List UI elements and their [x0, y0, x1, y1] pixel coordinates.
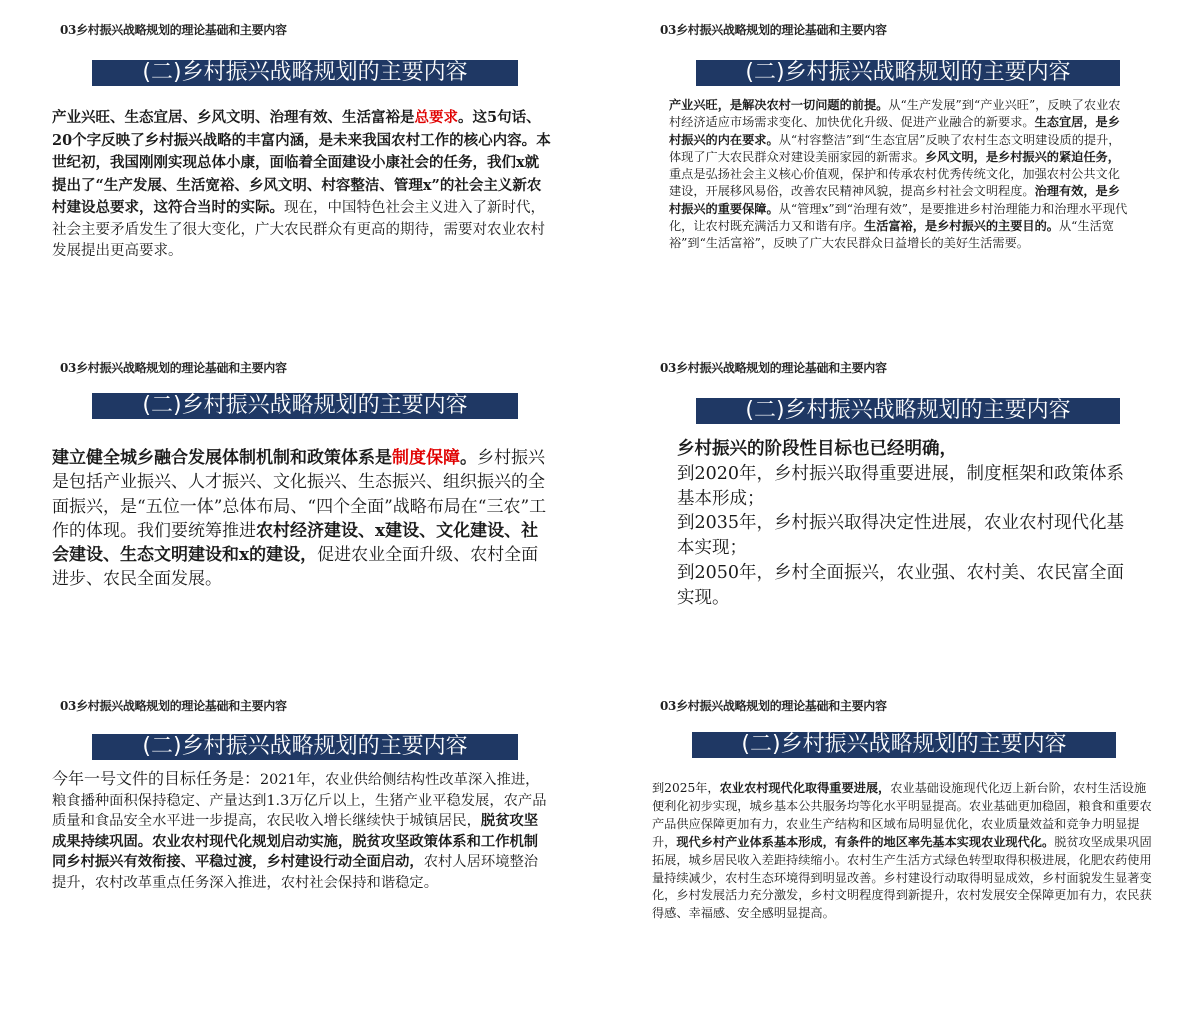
slide-1-body: [52, 107, 552, 263]
text-segment: 从“管理x”到“治理有效”，是要推进乡村治理能力和治理水平现代化，让农村既充满活力又和谐有序。: [669, 201, 1128, 234]
text-segment: 从“生活宽裕”到“生活富裕”，反映了广大农民群众日益增长的美好生活需要。: [669, 219, 1114, 251]
slide-5-body: [52, 769, 552, 894]
text-segment: 重点是弘扬社会主义核心价值观，保护和传承农村优秀传统文化，加强农村公共文化建设，开展移风易俗，改善农民精神风貌，提高乡村社会文明程度。: [669, 167, 1120, 199]
slide-3-body: [52, 446, 552, 592]
highlight-text: 总要求: [414, 109, 458, 126]
text-line: 到2020年，乡村振兴取得重要进展，制度框架和政策体系基本形成；: [677, 463, 1125, 509]
text-segment: 促进农业全面升级、农村全面进步、农民全面发展。: [52, 545, 539, 590]
breadcrumb: 03乡村振兴战略规划的理论基础和主要内容: [660, 361, 887, 375]
breadcrumb: 03乡村振兴战略规划的理论基础和主要内容: [660, 699, 887, 713]
text-segment: 治理有效，是乡村振兴的重要保障。: [669, 184, 1120, 216]
text-segment: 。: [460, 448, 477, 468]
slide-title: (二)乡村振兴战略规划的主要内容: [692, 732, 1116, 758]
text-segment: 脱贫攻坚成果巩固拓展，城乡居民收入差距持续缩小。农村生产生活方式绿色转型取得积极进展，化肥农药使用量持续减少，农村生态环境得到明显改善。乡村建设行动取得明显成效，乡村面貌发生显著变化，乡村发展活力充分激发，乡村文明程度得到新提升，农村发展安全保障更加有力，农民获得感、幸福感、安全感明显提高。: [652, 834, 1152, 921]
text-segment: 农村人居环境整治提升，农村改革重点任务深入推进，农村社会保持和谐稳定。: [52, 854, 539, 891]
text-segment: 从“村容整洁”到“生态宜居”反映了农村生态文明建设质的提升，体现了广大农民群众对建设美丽家园的新需求。: [669, 132, 1121, 164]
slide-title: (二)乡村振兴战略规划的主要内容: [696, 398, 1120, 424]
highlight-text: 制度保障: [392, 448, 460, 468]
text-segment: 生态宜居，是乡村振兴的内在要求。: [669, 115, 1120, 147]
slide-2-body: [669, 97, 1129, 253]
text-segment: 产业兴旺，是解决农村一切问题的前提。: [669, 98, 889, 112]
text-segment: 生活富裕，是乡村振兴的主要目的。: [864, 219, 1059, 234]
slide-title: (二)乡村振兴战略规划的主要内容: [92, 60, 518, 86]
text-segment: 从“生产发展”到“产业兴旺”，反映了农业农村经济适应市场需求变化、加快优化升级、促进产业融合的新要求。: [669, 98, 1121, 130]
text-segment: 脱贫攻坚成果持续巩固。农业农村现代化规划启动实施，脱贫攻坚政策体系和工作机制同乡村振兴有效衔接、平稳过渡，乡村建设行动全面启动，: [52, 813, 539, 871]
text-segment: 现代乡村产业体系基本形成，有条件的地区率先基本实现农业现代化。: [676, 834, 1055, 849]
text-segment: 现在，中国特色社会主义进入了新时代，社会主要矛盾发生了很大变化，广大农民群众有更高的期待，需要对农业农村发展提出更高要求。: [52, 200, 545, 259]
text-segment: 农村经济建设、x建设、文化建设、社会建设、生态文明建设和x的建设，: [52, 520, 539, 566]
text-segment: 建立健全城乡融合发展体制机制和政策体系是: [52, 448, 392, 468]
text-segment: 本世纪初，我国刚刚实现总体小康，面临着全面建设小康社会的任务，我们x就提出了“生产发展、生活宽裕、乡风文明、村容整洁、管理x”的社会主义新农村建设总要求，这符合当时的实际。: [52, 131, 551, 216]
slide-6-body: [652, 780, 1157, 923]
slide-title: (二)乡村振兴战略规划的主要内容: [696, 60, 1120, 86]
text-segment: 2021年，农业供给侧结构性改革深入推进，粮食播种面积保持稳定、产量达到1.3万亿斤以上，生猪产业平稳发展，农产品质量和食品安全水平进一步提高，农民收入增长继续快于城镇居民，: [52, 772, 547, 830]
text-segment: 今年一号文件的目标任务是：: [52, 769, 261, 788]
text-segment: 农业基础设施现代化迈上新台阶，农村生活设施便利化初步实现，城乡基本公共服务均等化水平明显提高。农业基础更加稳固，粮食和重要农产品供应保障更加有力，农业生产结构和区域布局明显优化，农业质量效益和竞争力明显提升，: [652, 781, 1152, 849]
breadcrumb: 03乡村振兴战略规划的理论基础和主要内容: [60, 699, 287, 713]
breadcrumb: 03乡村振兴战略规划的理论基础和主要内容: [60, 23, 287, 37]
slide-4-body: [677, 437, 1127, 611]
slide-title: (二)乡村振兴战略规划的主要内容: [92, 734, 518, 760]
text-line: 到2050年，乡村全面振兴，农业强、农村美、农民富全面实现。: [677, 562, 1125, 608]
text-segment: 产业兴旺、生态宜居、乡风文明、治理有效、生活富裕是: [52, 109, 415, 126]
text-segment: 农业农村现代化取得重要进展，: [719, 781, 891, 795]
text-line: 到2035年，乡村振兴取得决定性进展，农业农村现代化基本实现；: [677, 513, 1125, 559]
text-segment: 乡村振兴是包括产业振兴、人才振兴、文化振兴、生态振兴、组织振兴的全面振兴，是“五位一体”总体布局、“四个全面”战略布局在“三农”工作的体现。我们要统筹推进: [52, 448, 547, 541]
text-segment: 乡风文明，是乡村振兴的紧迫任务，: [924, 149, 1120, 164]
text-line: 乡村振兴的阶段性目标也已经明确，: [677, 439, 957, 459]
slide-title: (二)乡村振兴战略规划的主要内容: [92, 393, 518, 419]
breadcrumb: 03乡村振兴战略规划的理论基础和主要内容: [60, 361, 287, 375]
text-segment: 。这5句话、20个字反映了乡村振兴战略的丰富内涵，是未来我国农村工作的核心内容。: [52, 109, 541, 149]
text-segment: 到2025年，: [652, 781, 720, 795]
breadcrumb: 03乡村振兴战略规划的理论基础和主要内容: [660, 23, 887, 37]
